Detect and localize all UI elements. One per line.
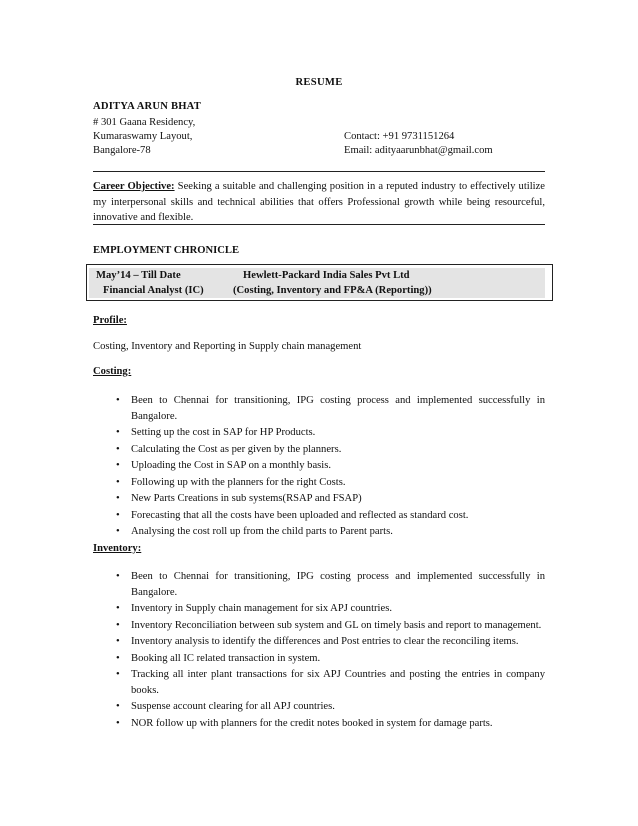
contact-phone: Contact: +91 9731151264 bbox=[344, 131, 455, 142]
profile-text: Costing, Inventory and Reporting in Supply chain management bbox=[93, 341, 362, 352]
contact-email: Email: adityaarunbhat@gmail.com bbox=[344, 145, 493, 156]
list-item: • Inventory analysis to identify the differences and Post entries to clear the reconciling items. bbox=[131, 634, 545, 650]
inventory-heading: Inventory: bbox=[93, 543, 142, 554]
list-item: • Inventory Reconciliation between sub system and GL on timely basis and report to management. bbox=[131, 618, 545, 634]
costing-heading: Costing: bbox=[93, 366, 132, 377]
list-item: • Inventory in Supply chain management for six APJ countries. bbox=[131, 601, 545, 617]
employment-role: Financial Analyst (IC) bbox=[103, 285, 204, 296]
employment-heading: EMPLOYMENT CHRONICLE bbox=[93, 245, 240, 256]
inventory-list bbox=[131, 569, 545, 732]
list-item: • Uploading the Cost in SAP on a monthly basis. bbox=[131, 458, 545, 474]
list-item: • NOR follow up with planners for the credit notes booked in system for damage parts. bbox=[131, 716, 545, 732]
objective-label: Career Objective: bbox=[93, 181, 175, 192]
address-line-2: Kumaraswamy Layout, bbox=[93, 131, 193, 142]
list-item: • Suspense account clearing for all APJ countries. bbox=[131, 699, 545, 715]
employment-period: May’14 – Till Date bbox=[96, 270, 181, 281]
divider-top bbox=[93, 171, 545, 172]
list-item: • Following up with the planners for the right Costs. bbox=[131, 475, 545, 491]
candidate-name: ADITYA ARUN BHAT bbox=[93, 101, 201, 112]
employment-company: Hewlett-Packard India Sales Pvt Ltd bbox=[243, 270, 410, 281]
career-objective bbox=[93, 179, 545, 226]
list-item: • Calculating the Cost as per given by the planners. bbox=[131, 442, 545, 458]
employment-department: (Costing, Inventory and FP&A (Reporting)) bbox=[233, 285, 432, 296]
address-line-1: # 301 Gaana Residency, bbox=[93, 117, 196, 128]
costing-list bbox=[131, 393, 545, 541]
list-item: • Analysing the cost roll up from the child parts to Parent parts. bbox=[131, 524, 545, 540]
list-item: • Tracking all inter plant transactions for six APJ Countries and posting the entries in company books. bbox=[131, 667, 545, 698]
address-line-3: Bangalore-78 bbox=[93, 145, 151, 156]
objective-text: Seeking a suitable and challenging position in a reputed industry to effectively utilize my interpersonal skills and technical abilities that offers Professional growth while being resourceful, innovative and flexible. bbox=[93, 181, 545, 223]
list-item: • Setting up the cost in SAP for HP Products. bbox=[131, 425, 545, 441]
profile-heading: Profile: bbox=[93, 315, 127, 326]
resume-title: RESUME bbox=[295, 77, 343, 88]
list-item: • Been to Chennai for transitioning, IPG costing process and implemented successfully in Bangalore. bbox=[131, 569, 545, 600]
divider-bottom bbox=[93, 224, 545, 225]
list-item: • Been to Chennai for transitioning, IPG costing process and implemented successfully in Bangalore. bbox=[131, 393, 545, 424]
list-item: • Forecasting that all the costs have been uploaded and reflected as standard cost. bbox=[131, 508, 545, 524]
list-item: • Booking all IC related transaction in system. bbox=[131, 651, 545, 667]
list-item: • New Parts Creations in sub systems(RSAP and FSAP) bbox=[131, 491, 545, 507]
